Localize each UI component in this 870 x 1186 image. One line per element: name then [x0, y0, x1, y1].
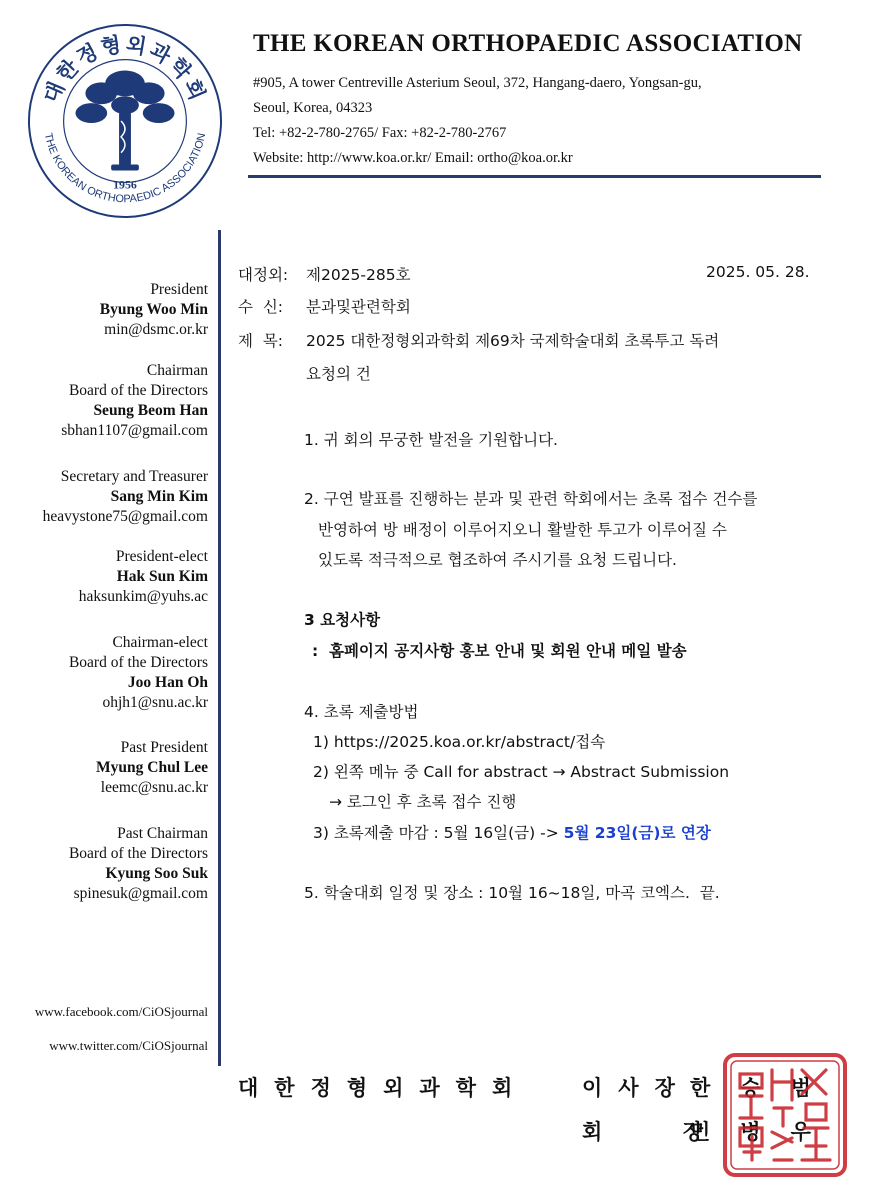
officer-email: sbhan1107@gmail.com [61, 422, 208, 439]
paragraph-5: 5. 학술대회 일정 및 장소 : 10월 16~18일, 마곡 코엑스. 끝. [304, 884, 720, 902]
officer-email: ohjh1@snu.ac.kr [102, 694, 208, 711]
officer-president-elect [79, 547, 208, 607]
officer-past-president [96, 738, 208, 798]
organization-name: THE KOREAN ORTHOPAEDIC ASSOCIATION [253, 30, 803, 57]
officer-name: Seung Beom Han [93, 402, 208, 419]
logo-text-top: 대한정형외과학회 [39, 32, 211, 107]
signature-president-title: 회 장 [582, 1120, 726, 1144]
officer-email: heavystone75@gmail.com [42, 508, 208, 525]
officer-name: Joo Han Oh [127, 674, 208, 691]
officer-email: spinesuk@gmail.com [73, 885, 208, 902]
signature-organization: 대한정형외과학회 [238, 1076, 529, 1100]
officer-title-2: Board of the Directors [68, 654, 208, 671]
reference-label: 대정외: [238, 266, 289, 284]
submission-step-2b: → 로그인 후 초록 접수 진행 [329, 793, 517, 811]
recipient-value: 분과및관련학회 [306, 298, 411, 316]
submission-step-3 [313, 821, 711, 843]
signature-president-name: 민병우 [690, 1120, 841, 1144]
officer-title: Secretary and Treasurer [60, 468, 208, 485]
address-line-1: #905, A tower Centreville Asterium Seoul, 372, Hangang-daero, Yongsan-gu, [253, 75, 702, 91]
officer-chairman [61, 361, 208, 441]
tree-icon [76, 71, 175, 171]
twitter-link[interactable]: www.twitter.com/CiOSjournal [49, 1038, 208, 1053]
website-email-line: Website: http://www.koa.or.kr/ Email: ortho@koa.or.kr [253, 150, 573, 166]
officer-past-chairman [69, 824, 208, 904]
facebook-link[interactable]: www.facebook.com/CiOSjournal [34, 1004, 208, 1019]
address-line-2: Seoul, Korea, 04323 [253, 100, 373, 116]
paragraph-3-title: 3 요청사항 [304, 611, 381, 629]
paragraph-2-line-1: 2. 구연 발표를 진행하는 분과 및 관련 학회에서는 초록 접수 건수를 [304, 490, 758, 508]
officer-title: Chairman-elect [112, 634, 208, 651]
officer-title: Chairman [146, 362, 208, 379]
officer-email: leemc@snu.ac.kr [100, 779, 208, 796]
officer-name: Hak Sun Kim [116, 568, 208, 585]
paragraph-3-body: : 홈페이지 공지사항 홍보 안내 및 회원 안내 메일 발송 [312, 642, 687, 660]
officer-name: Sang Min Kim [110, 488, 208, 505]
officer-name: Kyung Soo Suk [105, 865, 208, 882]
paragraph-2-line-3: 있도록 적극적으로 협조하여 주시기를 요청 드립니다. [318, 551, 677, 569]
officer-title-2: Board of the Directors [68, 382, 208, 399]
logo-year: 1956 [113, 177, 137, 192]
officer-president [100, 280, 208, 340]
subject-line-2: 요청의 건 [306, 365, 371, 383]
recipient-label: 수 신: [238, 298, 284, 316]
header-divider [248, 175, 821, 178]
signature-chairman-title: 이사장 [582, 1076, 691, 1100]
letter-date: 2025. 05. 28. [706, 263, 810, 281]
officer-chairman-elect [69, 633, 208, 713]
deadline-extended: 5월 23일(금)로 연장 [563, 824, 711, 842]
reference-number: 제2025-285호 [306, 266, 411, 284]
officer-title-2: Board of the Directors [68, 845, 208, 862]
official-seal-icon [722, 1052, 848, 1178]
association-logo [26, 22, 224, 220]
officer-title: Past Chairman [117, 825, 208, 842]
officer-title: President [150, 281, 208, 298]
officer-title: President-elect [115, 548, 208, 565]
paragraph-1: 1. 귀 회의 무궁한 발전을 기원합니다. [304, 431, 558, 449]
officer-name: Myung Chul Lee [96, 759, 208, 776]
sidebar-divider [218, 230, 221, 1066]
contact-line: Tel: +82-2-780-2765/ Fax: +82-2-780-2767 [253, 125, 507, 141]
deadline-original: 3) 초록제출 마감 : 5월 16일(금) -> [313, 824, 559, 842]
officer-title: Past President [120, 739, 208, 756]
paragraph-2-line-2: 반영하여 방 배정이 이루어지오니 활발한 투고가 이루어질 수 [318, 521, 727, 539]
subject-line-1: 2025 대한정형외과학회 제69차 국제학술대회 초록투고 독려 [306, 332, 720, 350]
officer-name: Byung Woo Min [99, 301, 208, 318]
logo-text-bottom: THE KOREAN ORTHOPAEDIC ASSOCIATION [41, 132, 209, 206]
paragraph-4-title: 4. 초록 제출방법 [304, 703, 419, 721]
submission-step-1: 1) https://2025.koa.or.kr/abstract/접속 [313, 733, 606, 751]
officer-email: min@dsmc.or.kr [104, 321, 208, 338]
officer-secretary-treasurer [43, 467, 208, 527]
subject-label: 제 목: [238, 332, 284, 350]
signature-chairman-name: 한승범 [690, 1076, 841, 1100]
submission-step-2: 2) 왼쪽 메뉴 중 Call for abstract → Abstract Submission [313, 763, 730, 781]
officer-email: haksunkim@yuhs.ac [78, 588, 208, 605]
